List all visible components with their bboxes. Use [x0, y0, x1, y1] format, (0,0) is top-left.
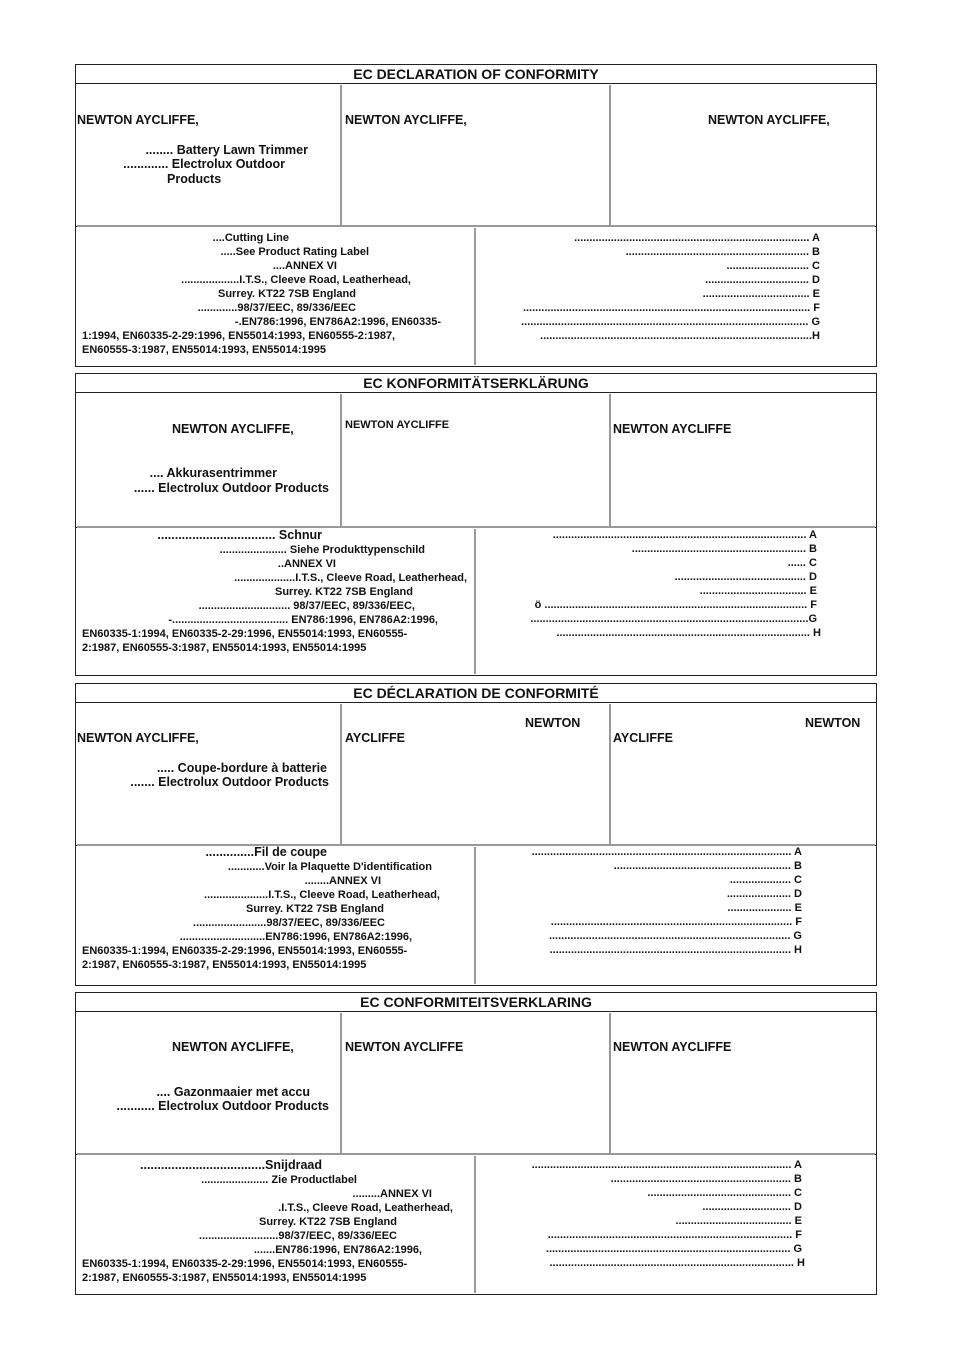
company-name: AYCLIFFE: [613, 731, 673, 745]
letter-line: ......................................................... B: [631, 543, 817, 555]
spec-line: -...................................... EN786:1996, EN786A2:1996,: [168, 614, 438, 626]
divider: [77, 1153, 875, 1155]
product-line: ..... Coupe-bordure à batterie: [156, 761, 327, 775]
spec-line: .....................I.T.S., Cleeve Road, Leatherhead,: [204, 889, 440, 901]
letter-line: ............................................................................... F: [550, 916, 802, 928]
letter-line: .............................................................................................. G: [521, 316, 820, 328]
spec-line: EN60335-1:1994, EN60335-2-29:1996, EN55014:1993, EN60555-: [82, 628, 408, 640]
manufacturer-line: ........... Electrolux Outdoor Products: [116, 1099, 329, 1113]
company-name: NEWTON AYCLIFFE,: [345, 113, 467, 127]
spec-line: -.EN786:1996, EN786A2:1996, EN60335-: [234, 316, 441, 328]
section-title-box: [75, 373, 877, 393]
letter-line: .............................................................................................. F: [522, 302, 820, 314]
divider: [474, 228, 476, 365]
letter-line: ................................................................................... A: [552, 529, 817, 541]
spec-line: ............Voir la Plaquette D'identification: [227, 861, 432, 873]
company-name: NEWTON AYCLIFFE: [613, 422, 732, 436]
section-title-box: [75, 992, 877, 1012]
letter-line: ..................................................................................... A: [531, 1159, 802, 1171]
letter-line: ............................. D: [702, 1201, 802, 1213]
spec-line: 2:1987, EN60555-3:1987, EN55014:1993, EN55014:1995: [82, 642, 367, 654]
spec-line: ...................I.T.S., Cleeve Road, Leatherhead,: [181, 274, 411, 286]
section-title: EC CONFORMITEITSVERKLARING: [360, 994, 592, 1010]
company-name: NEWTON: [805, 716, 861, 730]
company-name: NEWTON AYCLIFFE,: [77, 731, 199, 745]
product-line: .... Gazonmaaier met accu: [156, 1085, 310, 1099]
spec-line: ........................98/37/EEC, 89/336/EEC: [193, 917, 385, 929]
company-name: NEWTON AYCLIFFE,: [172, 1040, 294, 1054]
letter-line: .........................................................................................H: [540, 330, 820, 342]
spec-line: .....See Product Rating Label: [220, 246, 369, 258]
letter-line: ...........................................................................................G: [530, 613, 817, 625]
product-line: .... Akkurasentrimmer: [149, 466, 277, 480]
letter-line: ............................................................................... H: [549, 944, 802, 956]
section-title: EC DECLARATION OF CONFORMITY: [353, 66, 599, 82]
spec-line: .........ANNEX VI: [352, 1188, 432, 1200]
company-name: NEWTON AYCLIFFE: [345, 419, 450, 431]
spec-line: .............98/37/EEC, 89/336/EEC: [197, 302, 356, 314]
divider: [609, 1013, 611, 1153]
manufacturer-line: ....... Electrolux Outdoor Products: [130, 775, 329, 789]
spec-line: 1:1994, EN60335-2-29:1996, EN55014:1993, EN60555-2:1987,: [82, 330, 396, 342]
spec-line: ..ANNEX VI: [277, 558, 336, 570]
letter-line: ................................................................................ F: [547, 1229, 802, 1241]
letter-line: .................................. D: [705, 274, 820, 286]
manufacturer-line-2: Products: [167, 172, 222, 186]
spec-line: Surrey. KT22 7SB England: [259, 1216, 397, 1228]
divider: [609, 394, 611, 526]
letter-line: ........................................................... B: [610, 1173, 802, 1185]
letter-line: ............................................................................... G: [548, 930, 802, 942]
letter-line: ............................................... C: [647, 1187, 802, 1199]
divider: [474, 1156, 476, 1293]
letter-line: ................................................................................ G: [545, 1243, 802, 1255]
letter-line: ............................................................ B: [625, 246, 820, 258]
manufacturer-line: ...... Electrolux Outdoor Products: [133, 481, 329, 495]
spec-line: ...................... Zie Productlabel: [201, 1174, 357, 1186]
section-title-box: [75, 64, 877, 84]
divider: [609, 704, 611, 844]
section-title: EC DÉCLARATION DE CONFORMITÉ: [353, 685, 599, 701]
company-name: NEWTON AYCLIFFE,: [172, 422, 294, 436]
product-line: ........ Battery Lawn Trimmer: [145, 143, 308, 157]
spec-line: ....................................Snijdraad: [140, 1158, 322, 1172]
divider: [77, 225, 875, 227]
company-name: NEWTON AYCLIFFE,: [708, 113, 830, 127]
letter-line: .................... C: [729, 874, 802, 886]
letter-line: ö ...................................................................................... F: [534, 599, 817, 611]
divider: [340, 1013, 342, 1153]
divider: [474, 529, 476, 674]
spec-line: Surrey. KT22 7SB England: [275, 586, 413, 598]
letter-line: ............................................................................. A: [574, 232, 820, 244]
spec-line: EN60555-3:1987, EN55014:1993, EN55014:1995: [82, 344, 327, 356]
spec-line: ....Cutting Line: [212, 232, 289, 244]
section-title: EC KONFORMITÄTSERKLÄRUNG: [363, 375, 589, 391]
company-name: NEWTON AYCLIFFE: [613, 1040, 732, 1054]
divider: [609, 85, 611, 225]
spec-line: ............................EN786:1996, EN786A2:1996,: [179, 931, 412, 943]
divider: [340, 85, 342, 225]
spec-line: ....ANNEX VI: [272, 260, 337, 272]
letter-line: ........................................... D: [674, 571, 817, 583]
spec-line: Surrey. KT22 7SB England: [246, 903, 384, 915]
spec-line: 2:1987, EN60555-3:1987, EN55014:1993, EN55014:1995: [82, 959, 367, 971]
spec-line: EN60335-1:1994, EN60335-2-29:1996, EN55014:1993, EN60555-: [82, 945, 408, 957]
company-name: NEWTON AYCLIFFE: [345, 1040, 464, 1054]
letter-line: ..................... D: [726, 888, 802, 900]
letter-line: ...................................... E: [675, 1215, 802, 1227]
spec-line: 2:1987, EN60555-3:1987, EN55014:1993, EN55014:1995: [82, 1272, 367, 1284]
spec-line: ..........................98/37/EEC, 89/336/EEC: [198, 1230, 397, 1242]
section-title-box: [75, 683, 877, 703]
spec-line: ....................I.T.S., Cleeve Road, Leatherhead,: [234, 572, 467, 584]
spec-line: ...................... Siehe Produkttypenschild: [219, 544, 425, 556]
upper-panel: [75, 392, 877, 528]
letter-line: ................................................................................... H: [556, 627, 821, 639]
letter-line: ................................... E: [699, 585, 817, 597]
manufacturer-line: ............. Electrolux Outdoor: [123, 157, 285, 171]
divider: [340, 704, 342, 844]
company-name: AYCLIFFE: [345, 731, 405, 745]
spec-line: ..............Fil de coupe: [205, 845, 327, 859]
letter-line: ..................................................................................... A: [531, 846, 802, 858]
company-name: NEWTON AYCLIFFE,: [77, 113, 199, 127]
upper-panel: [75, 1011, 877, 1155]
letter-line: ..................... E: [727, 902, 802, 914]
letter-line: ................................... E: [702, 288, 820, 300]
letter-line: ...... C: [787, 557, 817, 569]
spec-line: .......EN786:1996, EN786A2:1996,: [253, 1244, 422, 1256]
spec-line: .............................. 98/37/EEC, 89/336/EEC,: [198, 600, 415, 612]
divider: [474, 847, 476, 984]
divider: [340, 394, 342, 526]
letter-line: .......................................................... B: [613, 860, 802, 872]
spec-line: .................................. Schnur: [157, 528, 322, 542]
spec-line: .I.T.S., Cleeve Road, Leatherhead,: [278, 1202, 453, 1214]
company-name: NEWTON: [525, 716, 581, 730]
letter-line: ................................................................................ H: [549, 1257, 805, 1269]
letter-line: ........................... C: [726, 260, 820, 272]
spec-line: Surrey. KT22 7SB England: [218, 288, 356, 300]
spec-line: ........ANNEX VI: [304, 875, 381, 887]
spec-line: EN60335-1:1994, EN60335-2-29:1996, EN55014:1993, EN60555-: [82, 1258, 408, 1270]
